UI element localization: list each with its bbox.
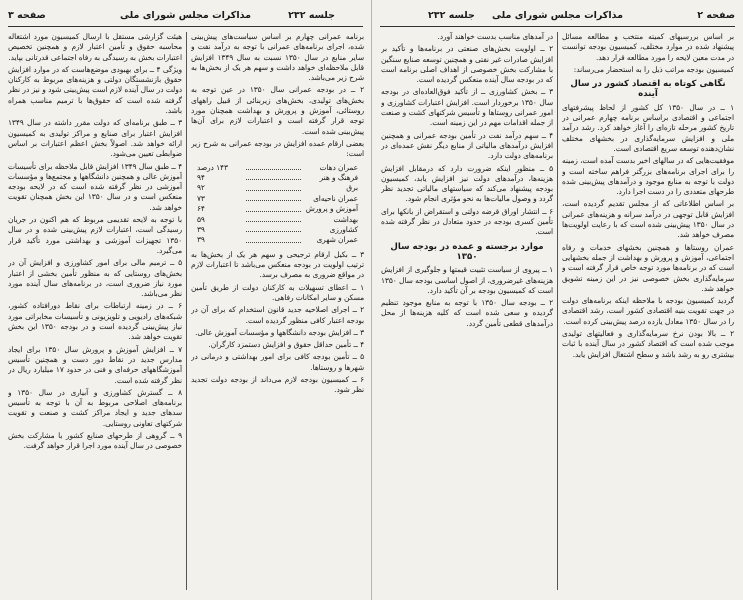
session-label: جلسه ۲۳۲ (288, 10, 335, 21)
table-cell-value: ۱۴۳ درصد (197, 162, 228, 172)
paragraph: ۲ ــ بالا بودن نرخ سرمایه‌گذاری و فعالیتهای تولیدی موجب شده است که اقتصاد کشور در سال آینده با ثبات بیشتری رو به رشد باشد و سطح اشتغال افزایش یابد. (562, 329, 734, 359)
paragraph: ویژگی ۴ ــ برای بهبودی موضع‌هاست که در موارد افزایش حقوق بازنشستگان دولتی و هزینه‌های مربوط به کارکنان دولت در سال آینده لازم است پیش‌بینی شود و نیز در نظر گرفته شده است که حقوق‌ها با ترمیم مناسب همراه باشد. (8, 64, 182, 116)
paragraph: ۲ ــ در بودجه عمرانی سال ۱۳۵۰ در عین توجه به بخش‌های تولیدی، بخش‌های زیربنائی از قبیل راههای روستائی، آموزش و پرورش و بهداشت همچنان مورد توجه قرار گرفته است و اعتبارات لازم برای آن‌ها پیش‌بینی شده است. (191, 85, 364, 136)
paragraph: هیئت گزارشی‌ مستقل با ارسال کمیسیون مورد اشتغاله محاسبه حقوق و تأمین اعتبار لازم و همچنین تخصیص اعتبارات بخش به رسیدگی به رفاه اجتماعی قدرتانی بپاید. (8, 32, 182, 62)
list-item: ۵ ــ تأمین بودجه کافی برای امور بهداشتی و درمانی در شهرها و روستاها. (191, 352, 364, 372)
session-label: جلسه ۲۳۲ (428, 10, 475, 21)
paragraph: ۳ ــ طبق برنامه‌ای که دولت مقرر داشته در سال ۱۳۴۹ افزایش اعتبار برای صنایع و مراکز تولیدی به کمیسیون ارائه خواهد شد. اصولاً بخش اعظم اعتبارات بر اساس ضوابطی تعیین می‌شود. (8, 118, 182, 159)
column-rule (557, 32, 558, 590)
page-number: صفحه ۲ (697, 10, 735, 21)
paragraph: کمیسیون بودجه مراتب ذیل را به استحضار می‌رساند: (573, 64, 734, 74)
table-row: عمران دهات ۱۴۳ درصد (197, 162, 358, 172)
paragraph: ۴ ــ طبق سال ۱۳۴۹ افزایش قابل ملاحظه برای تأسیسات آموزش عالی و همچنین دانشگاهها و مجتمع‌ها و مؤسسات آموزشی در نظر گرفته شده است که در لایحه بودجه منعکس است و در سال ۱۳۵۰ این بخش همچنان تقویت خواهد شد. (8, 161, 182, 212)
left-page-column-inner (191, 32, 364, 592)
increase-table (197, 163, 358, 246)
section-heading: موارد برجسته و عمده در بودجه سال ۱۳۵۰ (390, 241, 544, 262)
list-item: ۳ ــ افزایش بودجه دانشگاهها و مؤسسات آموزش عالی. (195, 327, 364, 337)
paragraph: ۱ ــ در سال ۱۳۵۰ کل کشور از لحاظ پیشرفتهای اجتماعی و اقتصادی براساس برنامه چهارم عمرانی در تاریخ کشور مرحله تازه‌ای را آغاز خواهد کرد. رشد درآمد ملی و افزایش سرمایه‌گذاری در بخشهای مختلف نشان‌دهنده توسعه سریع اقتصادی است. (562, 102, 734, 153)
paragraph: ۵ ــ ترمیم مالی برای امور کشاورزی و افزایش آن در بخش‌های روستایی که به منظور تأمین بخشی از اعتبار مورد نیاز ضروری است، در برنامه‌های سال آینده مورد نظر می‌باشد. (8, 258, 182, 299)
paragraph: ۴ ــ سهم درآمد نفت در تأمین بودجه عمرانی و همچنین افزایش درآمدهای مالیاتی از منابع دیگر نقش عمده‌ای در برنامه‌های دولت دارد. (381, 130, 553, 161)
right-page-column-outer (562, 32, 734, 592)
page-number: صفحه ۳ (8, 10, 46, 21)
paragraph: بعضی ارقام عمده افزایش در بودجه عمرانی به شرح زیر است: (191, 138, 364, 159)
table-row: عمران شهری ۳۹ (197, 235, 358, 245)
paragraph: برنامه عمرانی چهارم بر اساس سیاست‌های پیش‌بینی شده، اجرای برنامه‌های عمرانی با توجه به درآمد نفت و سایر منابع در سال ۱۳۵۰ نسبت به سال ۱۳۴۹ افزایش قابل ملاحظه‌ای خواهد داشت و سهم هر یک از بخش‌ها به شرح زیر می‌باشد. (191, 32, 364, 83)
table-row: کشاورزی ۳۹ (197, 225, 358, 234)
running-title: مذاکرات مجلس شورای ملی (120, 10, 251, 21)
paragraph: ۶ ــ در زمینه ارتباطات برای نقاط دورافتاده کشور، شبکه‌های رادیویی و تلویزیونی و تأسیسات مخابراتی مورد نیاز پیش‌بینی گردیده است و در بودجه ۱۳۵۰ این بخش تقویت خواهد شد. (8, 301, 182, 342)
table-row: برق ۹۲ (197, 183, 358, 193)
right-page-column-inner (381, 32, 553, 592)
paragraph: ۵ ــ منظور اینکه ضرورت دارد که درمقابل افزایش هزینه‌ها، درآمدهای دولت نیز افزایش یابد، کمیسیون بودجه پیشنهاد می‌کند که سیاستهای مالیاتی تجدید نظر گردد و وصول مالیات‌ها به نحو مؤثری انجام شود. (381, 163, 553, 204)
right-page-header (380, 10, 735, 27)
paragraph: عمران روستاها و همچنین بخشهای خدمات و رفاه اجتماعی، آموزش و پرورش و بهداشت از جمله بخشهایی است که در برنامه‌ها مورد توجه خاص قرار گرفته است و سرمایه‌گذاری بخش خصوصی نیز در این زمینه تشویق خواهد شد. (562, 242, 734, 293)
paragraph: ۹ ــ گروهی از طرحهای صنایع کشور با مشارکت بخش خصوصی در سال آینده مورد اجرا قرار خواهد گرفت. (8, 430, 182, 451)
column-rule (186, 32, 187, 590)
table-row: بهداشت ۵۹ (197, 214, 358, 224)
list-item: ۶ ــ کمیسیون بودجه لازم می‌داند از بودجه دولت تجدید نظر شود. (191, 375, 364, 395)
list-item: ۴ ــ تأمین حداقل حقوق و افزایش دستمزد کارگران. (208, 340, 364, 350)
right-page (372, 0, 743, 600)
list-item: ۱ ــ اعطای تسهیلات به کارکنان دولت از طریق تأمین مسکن و سایر امکانات رفاهی. (191, 282, 364, 302)
paragraph: ۲ ــ بودجه سال ۱۳۵۰ با توجه به منابع موجود تنظیم گردیده و سعی شده است که کلیه هزینه‌ها از محل درآمدهای قطعی تأمین گردد. (381, 298, 553, 328)
paragraph: بر اساس بررسیهای کمیته منتخب و مطالعه مسائل پیشنهاد شده در موارد مختلف، کمیسیون بودجه توانست در مدت معین لایحه را مورد مطالعه قرار دهد. (562, 32, 734, 62)
paragraph: ۱ ــ پیروی از سیاست تثبیت قیمتها و جلوگیری از افزایش هزینه‌های غیرضروری، از اصول اساسی بودجه سال ۱۳۵۰ است که کمیسیون بودجه بر آن تأکید دارد. (381, 265, 553, 295)
running-title: مذاکرات مجلس شورای ملی (492, 10, 623, 21)
left-page-column-outer (8, 32, 182, 592)
paragraph: ۲ ــ اولویت بخش‌های صنعتی در برنامه‌ها و تأکید بر افزایش صادرات غیر نفتی و همچنین توسعه صنایع سنگین با مشارکت بخش خصوصی از اهداف اصلی برنامه است که در بودجه سال آینده منعکس گردیده است. (381, 44, 553, 85)
paragraph: موفقیت‌هایی که در سالهای اخیر بدست آمده است، زمینه را برای اجرای برنامه‌های بزرگتر فراهم ساخته است و دولت با توجه به منابع موجود و درآمدهای پیش‌بینی شده طرحهای متعددی را در دست اجرا دارد. (562, 156, 734, 197)
list-item: ۲ ــ اجرای اصلاحیه جدید قانون استخدام که برای آن در بودجه اعتبار کافی منظور گردیده است. (191, 305, 364, 325)
section-heading: نگاهی کوتاه به اقتصاد کشور در سال آینده (570, 79, 726, 100)
paragraph: با توجه به لایحه تقدیمی مربوط که هم اکنون در جریان رسیدگی است، اعتبارات لازم پیش‌بینی شده و در سال ۱۳۵۰ تجهیزات آموزشی و بهداشتی مورد تأکید قرار می‌گیرد. (8, 215, 182, 255)
paragraph: ۶ ــ انتشار اوراق قرضه دولتی و استقراض از بانکها برای تأمین کسری بودجه در حدود متعادل در نظر گرفته شده است. (381, 206, 553, 237)
table-row: عمران ناحیه‌ای ۷۳ (197, 193, 358, 203)
paragraph: گردید کمیسیون بودجه با ملاحظه اینکه برنامه‌های دولت در جهت تقویت بنیه اقتصادی کشور است، رشد اقتصادی را در سال ۱۳۵۰ معادل یازده درصد پیش‌بینی کرده است. (562, 296, 734, 326)
paragraph: ۳ ــ بکیل‌ ارقام ترجیحی و سهم هر یک از بخش‌ها به ترتیب اولویت در بودجه منعکس می‌باشد تا اعتبارات لازم در مواقع ضروری به مصرف برسد. (191, 249, 364, 280)
paragraph: در آمدهای مناسب بدست خواهند آورد. (437, 32, 553, 41)
table-row: فرهنگ و هنر ۹۴ (197, 172, 358, 182)
paragraph: ۳ ــ بخش کشاورزی ــ از تأکید فوق‌العاده‌ای در بودجه سال ۱۳۵۰ برخوردار است. افزایش اعتبارات کشاورزی و امور عمرانی روستاها و تأسیس شرکتهای کشت و صنعت از جمله اقدامات مهم در این زمینه است. (381, 87, 553, 128)
table-row: آموزش و پرورش ۶۴ (197, 204, 358, 214)
paragraph: بر اساس اطلاعاتی که از مجلس تقدیم گردیده است، افزایش قابل توجهی در درآمد سرانه و هزینه‌های عمرانی در سال ۱۳۵۰ پیش‌بینی شده است که با رعایت اولویت‌ها مصرف خواهد شد. (562, 199, 734, 240)
paragraph: ۸ ــ گسترش کشاورزی و آبیاری در سال ۱۳۵۰ و برنامه‌های اصلاحی مربوط به آن با توجه به تأسیس سدهای جدید و ایجاد مراکز کشت و صنعت و تقویت شرکتهای تعاونی روستایی. (8, 387, 182, 428)
paragraph: ۷ ــ افزایش آموزش و پرورش سال ۱۳۵۰ برای ایجاد مدارس جدید در نقاط دور دست و همچنین تأسیس آموزشگاههای حرفه‌ای و فنی در حدود ۱۷ میلیارد ریال در نظر گرفته شده است. (8, 344, 182, 385)
left-page-header (8, 10, 363, 27)
